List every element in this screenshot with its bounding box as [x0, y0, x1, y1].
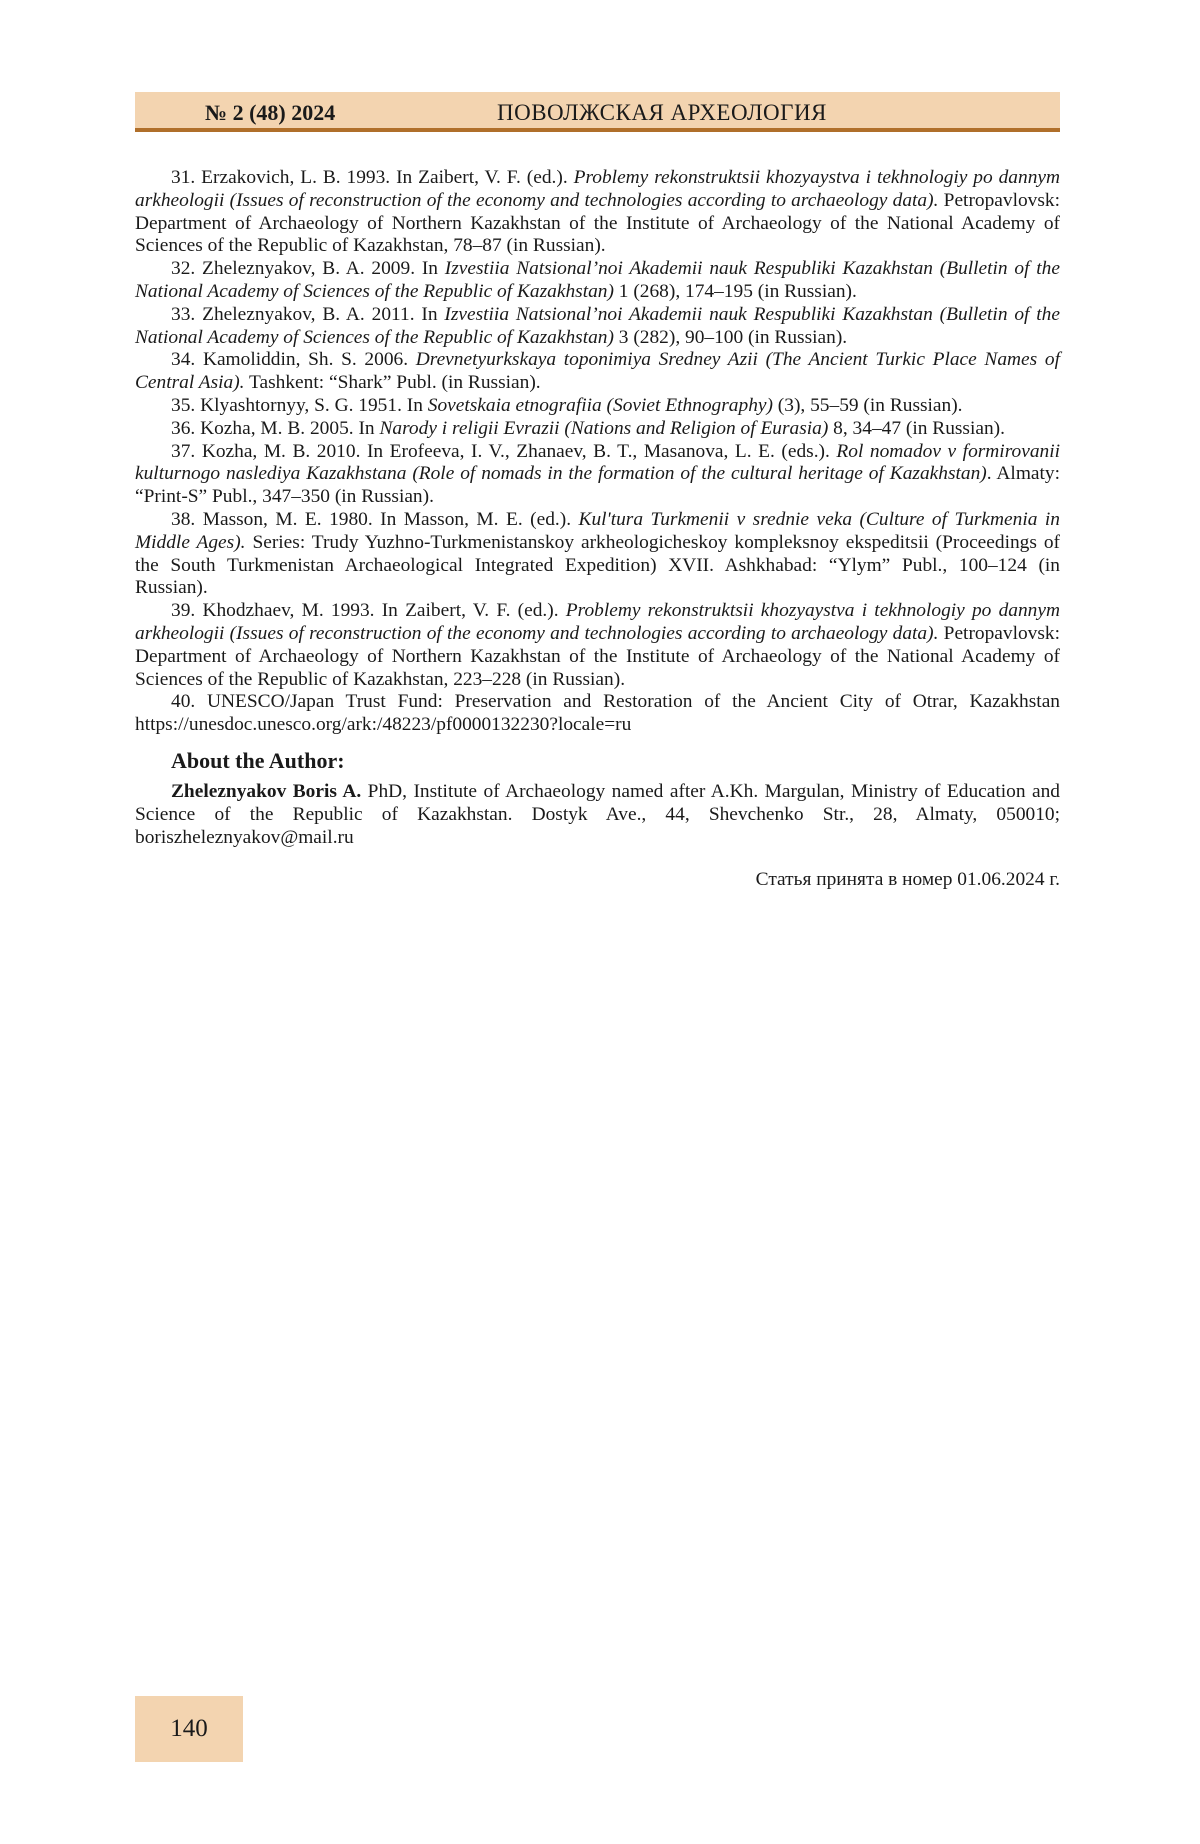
reference-number: 35. — [171, 394, 196, 416]
reference-title: Izvestiia Natsional’noi Akademii nauk Respubliki Kazakhstan (Bulletin of the National Academy of Sciences of the Republic of Kazakhstan) — [135, 303, 1060, 348]
reference-text: Zheleznyakov, B. A. 2011. In — [202, 303, 445, 325]
reference-title: Narody i religii Evrazii (Nations and Religion of Eurasia) — [379, 417, 829, 439]
reference-text: Kozha, M. B. 2010. In Erofeeva, I. V., Zhanaev, B. T., Masanova, L. E. (eds.). — [201, 440, 837, 462]
reference-publication: Series: Trudy Yuzhno-Turkmenistanskoy arkheologicheskoy kompleksnoy ekspeditsii (Proceedings of the South Turkmenistan Archaeological Integrated Expedition) XVII. Ashkhabad: “Ylym” Publ., 100–124 (in Russian). — [135, 531, 1060, 599]
journal-title: ПОВОЛЖСКАЯ АРХЕОЛОГИЯ — [497, 100, 827, 125]
reference-item — [135, 304, 1060, 350]
reference-number: 31. — [171, 167, 196, 188]
reference-title: Izvestiia Natsional’noi Akademii nauk Respubliki Kazakhstan (Bulletin of the National Academy of Sciences of the Republic of Kazakhstan) — [135, 258, 1060, 302]
acceptance-note: Статья принята в номер 01.06.2024 г. — [755, 869, 1060, 891]
reference-text: Klyashtornyy, S. G. 1951. In — [200, 394, 428, 416]
about-author-heading: About the Author: — [171, 747, 345, 773]
reference-title: Problemy rekonstruktsii khozyaystva i tekhnologiy po dannym arkheologii (Issues of reconstruction of the economy and technologies according to archaeology data). — [135, 600, 1060, 644]
reference-publication: 3 (282), 90–100 (in Russian). — [613, 326, 848, 348]
reference-text: Masson, M. E. 1980. In Masson, M. E. (ed.). — [202, 508, 579, 530]
reference-item — [135, 509, 1060, 600]
reference-text: Kozha, M. B. 2005. In — [200, 417, 380, 439]
author-details: PhD, Institute of Archaeology named after A.Kh. Margulan, Ministry of Education and Science of the Republic of Kazakhstan. Dostyk Ave., 44, Shevchenko Str., 28, Almaty, 050010; boriszheleznyakov@mail.ru — [135, 780, 1061, 848]
reference-publication: Petropavlovsk: Department of Archaeology of Northern Kazakhstan of the Institute of Archaeology of the National Academy of Sciences of the Republic of Kazakhstan, 223–228 (in Russian). — [135, 622, 1061, 690]
reference-publication: . Almaty: “Print-S” Publ., 347–350 (in Russian). — [135, 463, 1060, 508]
references-section — [135, 167, 1060, 892]
reference-number: 37. — [171, 440, 196, 462]
issue-number: № 2 (48) 2024 — [205, 100, 336, 125]
reference-number: 39. — [171, 600, 196, 622]
reference-publication: Tashkent: “Shark” Publ. (in Russian). — [244, 372, 541, 394]
reference-number: 33. — [171, 303, 196, 325]
reference-item — [135, 600, 1060, 691]
reference-item — [135, 441, 1060, 509]
reference-title: Rol nomadov v formirovanii kulturnogo naslediya Kazakhstana (Role of nomads in the formation of the cultural heritage of Kazakhstan) — [135, 440, 1060, 485]
reference-publication: Petropavlovsk: Department of Archaeology of Northern Kazakhstan of the Institute of Archaeology of the National Academy of Sciences of the Republic of Kazakhstan, 78–87 (in Russian). — [135, 189, 1061, 257]
reference-item — [135, 691, 1060, 737]
reference-item — [135, 258, 1060, 304]
reference-list — [135, 167, 1060, 737]
author-name: Zheleznyakov Boris A. — [171, 780, 362, 802]
reference-title: Drevnetyurkskaya toponimiya Sredney Azii (The Ancient Turkic Place Names of Central Asia). — [135, 349, 1060, 394]
reference-number: 32. — [171, 258, 196, 280]
reference-title: Kul'tura Turkmenii v srednie veka (Culture of Turkmenia in Middle Ages). — [135, 508, 1060, 553]
reference-text: Khodzhaev, M. 1993. In Zaibert, V. F. (ed.). — [202, 600, 566, 622]
reference-number: 36. — [171, 417, 196, 439]
reference-text: UNESCO/Japan Trust Fund: Preservation and Restoration of the Ancient City of Otrar, Kazakhstan https://unesdoc.unesco.org/ark:/48223/pf0000132230?locale=ru — [135, 691, 1060, 736]
author-info — [135, 781, 1060, 849]
reference-item — [135, 418, 1060, 441]
reference-item — [135, 395, 1060, 418]
reference-text: Erzakovich, L. B. 1993. In Zaibert, V. F. (ed.). — [201, 167, 574, 188]
reference-number: 40. — [171, 691, 196, 713]
reference-number: 38. — [171, 508, 196, 530]
reference-number: 34. — [171, 349, 196, 371]
reference-text: Zheleznyakov, B. A. 2009. In — [202, 258, 445, 280]
reference-item — [135, 349, 1060, 395]
reference-publication: (3), 55–59 (in Russian). — [772, 394, 963, 416]
reference-publication: 8, 34–47 (in Russian). — [828, 417, 1005, 439]
reference-publication: 1 (268), 174–195 (in Russian). — [613, 280, 857, 302]
running-header — [135, 92, 1060, 132]
reference-title: Problemy rekonstruktsii khozyaystva i tekhnologiy po dannym arkheologii (Issues of reconstruction of the economy and technologies according to archaeology data). — [135, 167, 1061, 211]
reference-item — [135, 167, 1060, 258]
reference-title: Sovetskaia etnografiia (Soviet Ethnography) — [427, 394, 773, 416]
reference-text: Kamoliddin, Sh. S. 2006. — [202, 349, 416, 371]
page-number: 140 — [135, 1696, 243, 1762]
